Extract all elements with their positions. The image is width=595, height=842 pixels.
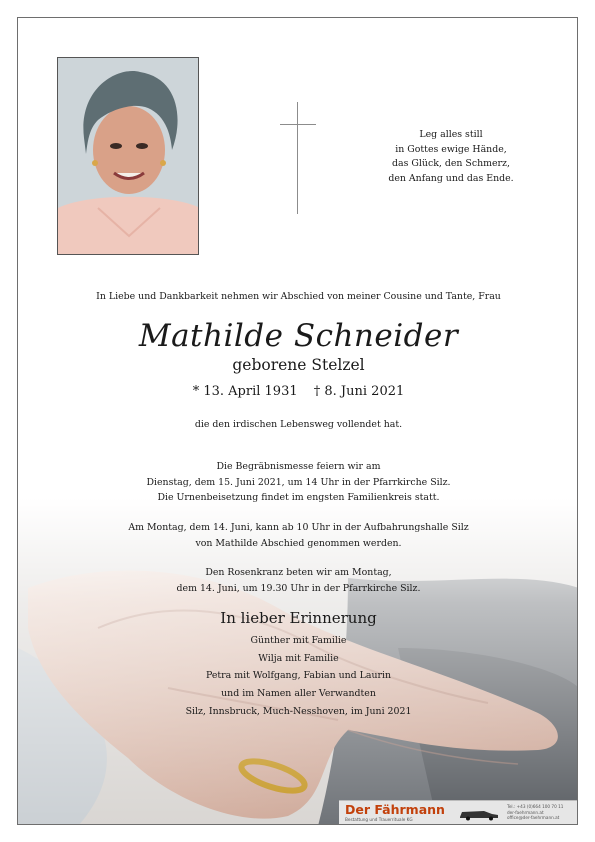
farewell-line: von Mathilde Abschied genommen werden. <box>195 537 402 549</box>
maiden-name: geborene Stelzel <box>232 356 365 374</box>
contact-line: Tel.: +43 (0)664 100 70 11 <box>507 804 564 809</box>
obituary-card <box>17 17 578 825</box>
poem-line: Leg alles still <box>419 129 483 140</box>
mourner-line: Günther mit Familie <box>250 635 347 646</box>
intro-text: In Liebe und Dankbarkeit nehmen wir Abschied von meiner Cousine und Tante, Frau <box>96 291 501 302</box>
poem-line: in Gottes ewige Hände, <box>395 143 507 155</box>
mourner-line: Petra mit Wolfgang, Fabian und Laurin <box>205 670 392 681</box>
funeral-details <box>18 459 578 506</box>
brand-name: Der Fährmann <box>345 802 445 817</box>
deceased-name: Mathilde Schneider <box>138 318 459 354</box>
birth-date: * 13. April 1931 <box>192 384 298 399</box>
contact-info <box>507 804 563 821</box>
contact-line: office@der-faehrmann.at <box>507 815 560 821</box>
place-date: Silz, Innsbruck, Much-Nesshoven, im Juni 2021 <box>185 706 412 717</box>
completed-text: die den irdischen Lebensweg vollendet hat. <box>194 419 403 430</box>
funeral-line: Die Begräbnismesse feiern wir am <box>216 461 381 472</box>
mourner-line: Wilja mit Familie <box>258 652 339 664</box>
memory-heading: In lieber Erinnerung <box>220 609 377 627</box>
poem-line: das Glück, den Schmerz, <box>392 158 510 169</box>
hearse-icon <box>458 807 500 821</box>
poem <box>371 128 531 186</box>
farewell-line: Am Montag, dem 14. Juni, kann ab 10 Uhr in der Aufbahrungshalle Silz <box>128 522 469 533</box>
death-date: † 8. Juni 2021 <box>313 384 405 399</box>
portrait-photo <box>57 57 199 255</box>
mourner-line: und im Namen aller Verwandten <box>221 687 376 699</box>
funeral-line: Die Urnenbeisetzung findet im engsten Familienkreis statt. <box>157 492 440 503</box>
rosary-line: Den Rosenkranz beten wir am Montag, <box>205 567 392 578</box>
rosary-line: dem 14. Juni, um 19.30 Uhr in der Pfarrkirche Silz. <box>176 582 421 594</box>
brand-tagline: Bestattung und Trauerrituale KG <box>345 817 413 822</box>
funeral-home-logo <box>339 800 577 825</box>
cross-icon <box>280 102 316 214</box>
rosary-details <box>18 565 578 596</box>
poem-line: den Anfang und das Ende. <box>388 172 514 184</box>
farewell-details <box>18 520 578 551</box>
funeral-line: Dienstag, dem 15. Juni 2021, um 14 Uhr in der Pfarrkirche Silz. <box>146 476 451 488</box>
contact-line: der-faehrmann.at <box>507 809 544 815</box>
mourners-list <box>18 632 578 702</box>
life-dates <box>18 384 578 399</box>
